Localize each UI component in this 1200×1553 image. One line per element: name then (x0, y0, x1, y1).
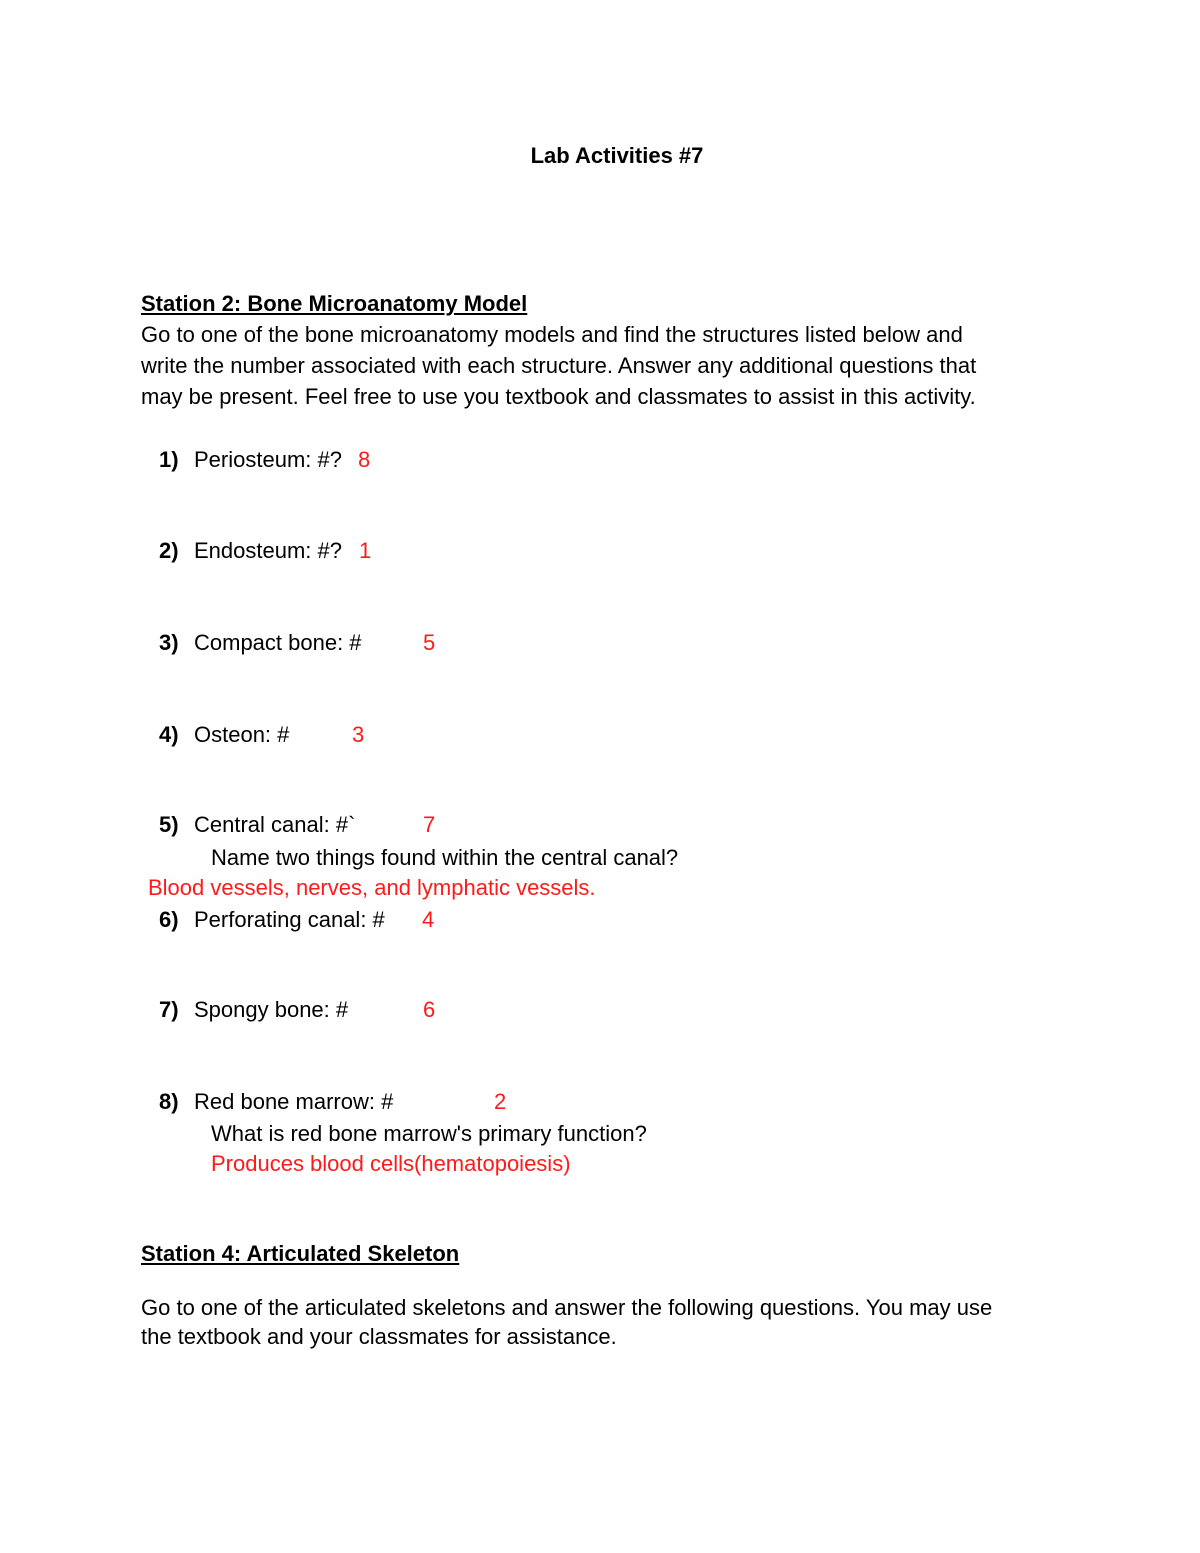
item-number: 5) (159, 812, 179, 837)
item-label-spongy-bone: Spongy bone: # (194, 997, 349, 1022)
marrow-answer: Produces blood cells(hematopoiesis) (211, 1151, 571, 1176)
station-2-intro-line-1: Go to one of the bone microanatomy models and find the structures listed below and (141, 322, 963, 347)
central-canal-question: Name two things found within the central canal? (211, 845, 679, 870)
station-2-intro-line-2: write the number associated with each structure. Answer any additional questions that (141, 353, 977, 378)
item-answer-perforating-canal: 4 (422, 907, 435, 932)
item-number: 8) (159, 1089, 179, 1114)
item-number: 7) (159, 997, 179, 1022)
page-title: Lab Activities #7 (530, 143, 704, 168)
item-number: 6) (159, 907, 179, 932)
item-number: 2) (159, 538, 179, 563)
item-answer-periosteum: 8 (358, 447, 371, 472)
item-number: 4) (159, 722, 179, 747)
item-answer-red-bone-marrow: 2 (494, 1089, 507, 1114)
item-label-perforating-canal: Perforating canal: # (194, 907, 385, 932)
station-4-intro-line-1: Go to one of the articulated skeletons and answer the following questions. You may use (141, 1295, 993, 1320)
item-answer-osteon: 3 (352, 722, 365, 747)
item-label-red-bone-marrow: Red bone marrow: # (194, 1089, 394, 1114)
station-4-heading: Station 4: Articulated Skeleton (141, 1241, 460, 1266)
station-2-heading: Station 2: Bone Microanatomy Model (141, 291, 528, 316)
item-answer-central-canal: 7 (423, 812, 436, 837)
item-answer-spongy-bone: 6 (423, 997, 436, 1022)
item-answer-compact-bone: 5 (423, 630, 436, 655)
item-label-periosteum: Periosteum: #? (194, 447, 342, 472)
marrow-question: What is red bone marrow's primary function? (211, 1121, 647, 1146)
item-number: 3) (159, 630, 179, 655)
item-number: 1) (159, 447, 179, 472)
station-2-intro-line-3: may be present. Feel free to use you textbook and classmates to assist in this activity. (141, 384, 976, 409)
central-canal-answer: Blood vessels, nerves, and lymphatic vessels. (148, 875, 596, 900)
item-label-central-canal: Central canal: #` (194, 812, 356, 837)
item-label-endosteum: Endosteum: #? (194, 538, 342, 563)
item-label-osteon: Osteon: # (194, 722, 290, 747)
station-4-intro-line-2: the textbook and your classmates for assistance. (141, 1324, 617, 1349)
item-answer-endosteum: 1 (359, 538, 372, 563)
item-label-compact-bone: Compact bone: # (194, 630, 362, 655)
